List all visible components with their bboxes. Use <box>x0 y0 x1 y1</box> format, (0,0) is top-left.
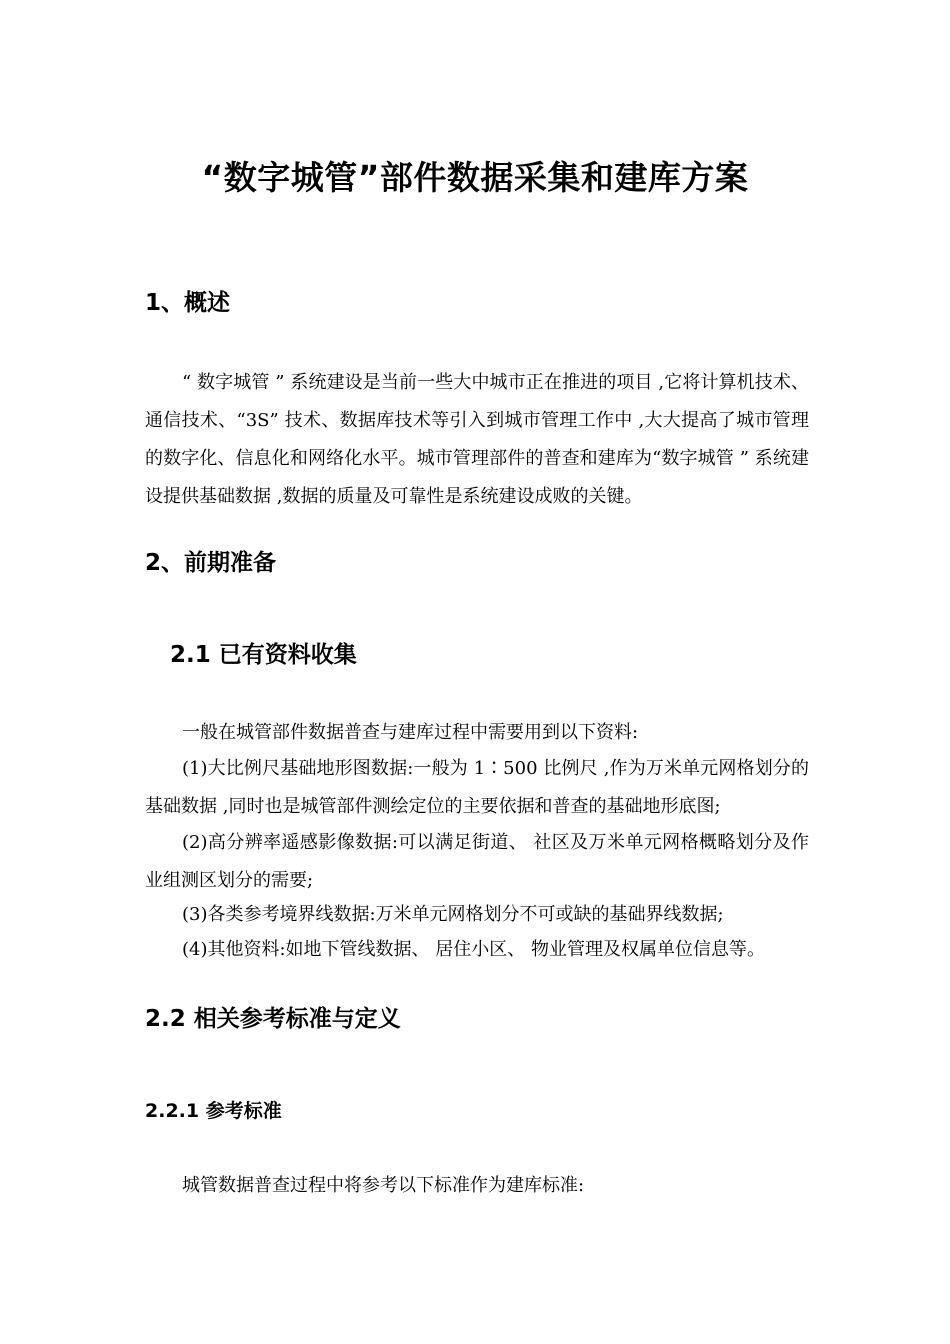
list-item-1: (1)大比例尺基础地形图数据:一般为 1∶500 比例尺 ,作为万米单元网格划分的基础数据 ,同时也是城管部件测绘定位的主要依据和普查的基础地形底图; <box>145 758 809 817</box>
reference-standards-paragraph: 城管数据普查过程中将参考以下标准作为建库标准: <box>182 1175 585 1196</box>
overview-paragraph: “ 数字城管 ” 系统建设是当前一些大中城市正在推进的项目 ,它将计算机技术、通信技术、“3S” 技术、数据库技术等引入到城市管理工作中 ,大大提高了城市管理的数字化、信息化和网络化水平。城市管理部件的普查和建库为“数字城管 ” 系统建设提供基础数据 ,数据的质量及可靠性是系统建设成败的关键。 <box>145 372 809 507</box>
list-item-3: (3)各类参考境界线数据:万米单元网格划分不可或缺的基础界线数据; <box>182 904 724 925</box>
section-heading-overview: 1、概述 <box>145 290 231 316</box>
list-item-2: (2)高分辨率遥感影像数据:可以满足街道、 社区及万米单元网格概略划分及作业组测区划分的需要; <box>145 832 809 891</box>
section-heading-preparation: 2、前期准备 <box>145 550 277 576</box>
data-collection-intro: 一般在城管部件数据普查与建库过程中需要用到以下资料: <box>182 722 639 743</box>
section-heading-standards: 2.2 相关参考标准与定义 <box>145 1006 401 1032</box>
document-title: “数字城管”部件数据采集和建库方案 <box>201 158 749 197</box>
list-item-4: (4)其他资料:如地下管线数据、 居住小区、 物业管理及权属单位信息等。 <box>182 939 766 960</box>
section-heading-data-collection: 2.1 已有资料收集 <box>170 642 357 668</box>
section-heading-reference-standards: 2.2.1 参考标准 <box>145 1100 282 1122</box>
